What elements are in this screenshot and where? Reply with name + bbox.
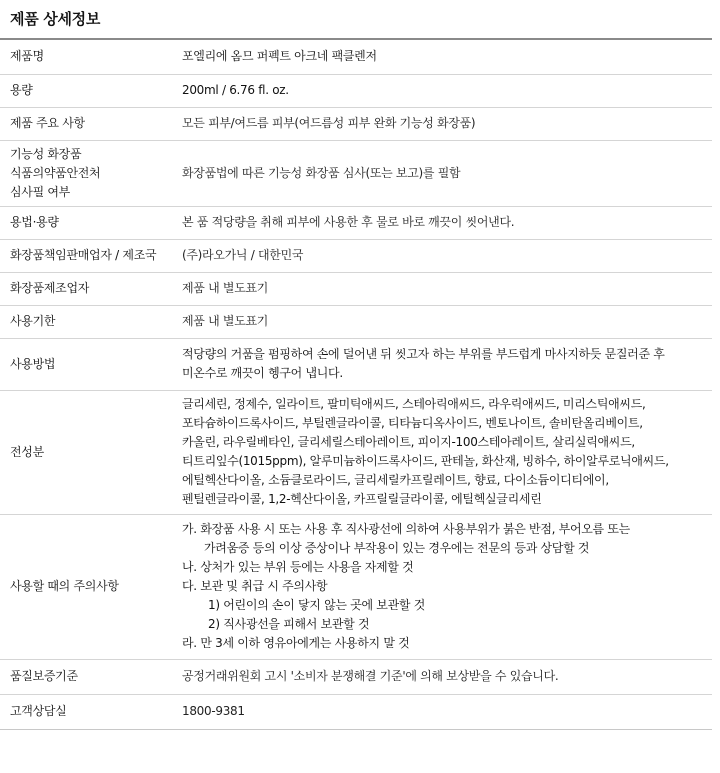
label-line: 식품의약품안전처: [10, 165, 101, 180]
row-label-manufacturer: 화장품제조업자: [0, 272, 174, 305]
table-row: [0, 390, 712, 514]
row-label-main-info: 제품 주요 사항: [0, 107, 174, 140]
row-label-ingredients: 전성분: [0, 390, 174, 514]
label-line: 기능성 화장품: [10, 146, 82, 161]
row-value-seller-country: (주)라오가닉 / 대한민국: [174, 239, 712, 272]
ingredients-line: 카올린, 라우릴베타인, 글리세릴스테아레이트, 피이지-100스테아레이트, 살리실릭애씨드,: [182, 435, 635, 449]
row-value-functional-cosmetic: 화장품법에 따른 기능성 화장품 심사(또는 보고)를 필함: [174, 140, 712, 206]
row-label-dosage: 용법·용량: [0, 206, 174, 239]
table-row: [0, 206, 712, 239]
table-row: [0, 514, 712, 659]
caution-line: 나. 상처가 있는 부위 등에는 사용을 자제할 것: [182, 560, 414, 574]
row-value-dosage: 본 품 적당량을 취해 피부에 사용한 후 물로 바로 깨끗이 씻어낸다.: [174, 206, 712, 239]
row-label-usage: 사용방법: [0, 338, 174, 390]
row-value-manufacturer: 제품 내 별도표기: [174, 272, 712, 305]
product-info-table: [0, 40, 712, 730]
table-row: [0, 40, 712, 74]
row-label-cautions: 사용할 때의 주의사항: [0, 514, 174, 659]
table-row: [0, 140, 712, 206]
caution-line: 라. 만 3세 이하 영유아에게는 사용하지 말 것: [182, 636, 410, 650]
usage-line: 미온수로 깨끗이 헹구어 냅니다.: [182, 366, 343, 380]
row-label-quality: 품질보증기준: [0, 659, 174, 694]
table-row: [0, 338, 712, 390]
table-row: [0, 239, 712, 272]
table-row: [0, 694, 712, 729]
row-label-product-name: 제품명: [0, 40, 174, 74]
row-value-product-name: 포엘리에 옴므 퍼펙트 아크네 팩클렌저: [174, 40, 712, 74]
row-label-volume: 용량: [0, 74, 174, 107]
row-value-quality: 공정거래위원회 고시 '소비자 분쟁해결 기준'에 의해 보상받을 수 있습니다.: [174, 659, 712, 694]
caution-line: 2) 직사광선을 피해서 보관할 것: [208, 617, 370, 631]
row-value-usage: [174, 338, 712, 390]
row-label-functional-cosmetic: [0, 140, 174, 206]
label-line: 심사필 여부: [10, 184, 70, 199]
table-row: [0, 272, 712, 305]
ingredients-line: 티트리잎수(1015ppm), 알루미늄하이드록사이드, 판테놀, 화산재, 빙하수, 하이알루로닉애씨드,: [182, 454, 669, 468]
row-value-customer-center: 1800-9381: [174, 694, 712, 729]
table-row: [0, 74, 712, 107]
usage-line: 적당량의 거품을 펌핑하여 손에 덜어낸 뒤 씻고자 하는 부위를 부드럽게 마사지하듯 문질러준 후: [182, 347, 665, 361]
ingredients-line: 포타슘하이드록사이드, 부틸렌글라이콜, 티타늄디옥사이드, 벤토나이트, 솔비탄올리베이트,: [182, 416, 643, 430]
row-label-seller-country: 화장품책임판매업자 / 제조국: [0, 239, 174, 272]
table-row: [0, 659, 712, 694]
row-label-expiry: 사용기한: [0, 305, 174, 338]
row-label-customer-center: 고객상담실: [0, 694, 174, 729]
ingredients-line: 글리세린, 정제수, 일라이트, 팔미틱애씨드, 스테아릭애씨드, 라우릭애씨드, 미리스틱애씨드,: [182, 397, 646, 411]
row-value-ingredients: [174, 390, 712, 514]
row-value-expiry: 제품 내 별도표기: [174, 305, 712, 338]
table-row: [0, 107, 712, 140]
row-value-cautions: [174, 514, 712, 659]
caution-line: 가. 화장품 사용 시 또는 사용 후 직사광선에 의하여 사용부위가 붉은 반점, 부어오름 또는: [182, 522, 630, 536]
row-value-main-info: 모든 피부/여드름 피부(여드름성 피부 완화 기능성 화장품): [174, 107, 712, 140]
row-value-volume: 200ml / 6.76 fl. oz.: [174, 74, 712, 107]
ingredients-line: 펜틸렌글라이콜, 1,2-헥산다이올, 카프릴릴글라이콜, 에틸헥실글리세린: [182, 492, 542, 506]
caution-line: 다. 보관 및 취급 시 주의사항: [182, 579, 328, 593]
section-heading: 제품 상세정보: [10, 10, 101, 28]
caution-line: 1) 어린이의 손이 닿지 않는 곳에 보관할 것: [208, 598, 425, 612]
table-row: [0, 305, 712, 338]
ingredients-line: 에틸헥산다이올, 소듐클로라이드, 글리세릴카프릴레이트, 향료, 다이소듐이디티에이,: [182, 473, 609, 487]
caution-line: 가려움증 등의 이상 증상이나 부작용이 있는 경우에는 전문의 등과 상담할 것: [204, 541, 590, 555]
